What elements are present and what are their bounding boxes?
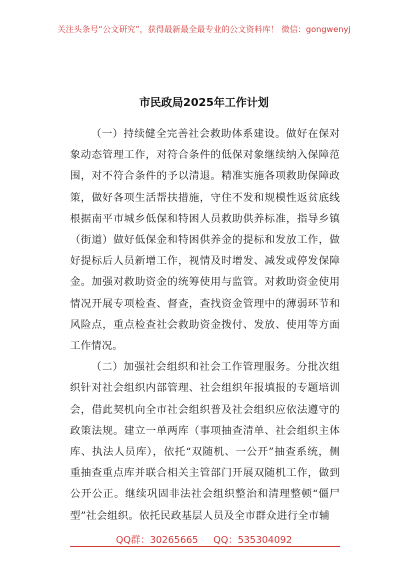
document-title: 市民政局2025年工作计划 [139, 96, 269, 109]
document-body [70, 124, 340, 527]
footer-qq: QQ：535304092 [213, 535, 293, 546]
footer-contact [0, 532, 408, 546]
paragraph-social-organizations: （二）加强社会组织和社会工作管理服务。分批次组织针对社会组织内部管理、社会组织年报填报的专题培训会，借此契机向全市社会组织普及社会组织应依法遵守的政策法规。建立一单两库（事项抽查清单、社会组织主体库、执法人员库），依托“双随机、一公开”抽查系统，侧重抽查重点库并联合相关主管部门开展双随机工作，做到公开公正。继续巩固非法社会组织整治和清理整顿“僵尸型”社会组织。依托民政基层人员及全市群众进行全市辅 [70, 361, 340, 522]
header-banner: 关注头条号“公文研究”，获得最新最全最专业的公文资料库！ 微信：gongwenyj [57, 24, 351, 34]
footer-qq-group: QQ群：30265665 [115, 535, 199, 546]
footer-divider [70, 546, 340, 547]
paragraph-social-assistance: （一）持续健全完善社会救助体系建设。做好在保对象动态管理工作，对符合条件的低保对象继续纳入保障范围，对不符合条件的予以清退。精准实施各项救助保障政策，做好各项生活帮扶措施，守住不发和规模性返贫底线根据南平市城乡低保和特困人员救助供养标准，指导乡镇（街道）做好低保金和特困供养金的提标和发放工作，做好提标后人员新增工作，视情及时增发、减发或停发保障金。加强对救助资金的统筹使用与监管。对救助资金使用情况开展专项检查、督查，查找资金管理中的薄弱环节和风险点，重点检查社会救助资金拨付、发放、使用等方面工作情况。 [70, 128, 340, 353]
